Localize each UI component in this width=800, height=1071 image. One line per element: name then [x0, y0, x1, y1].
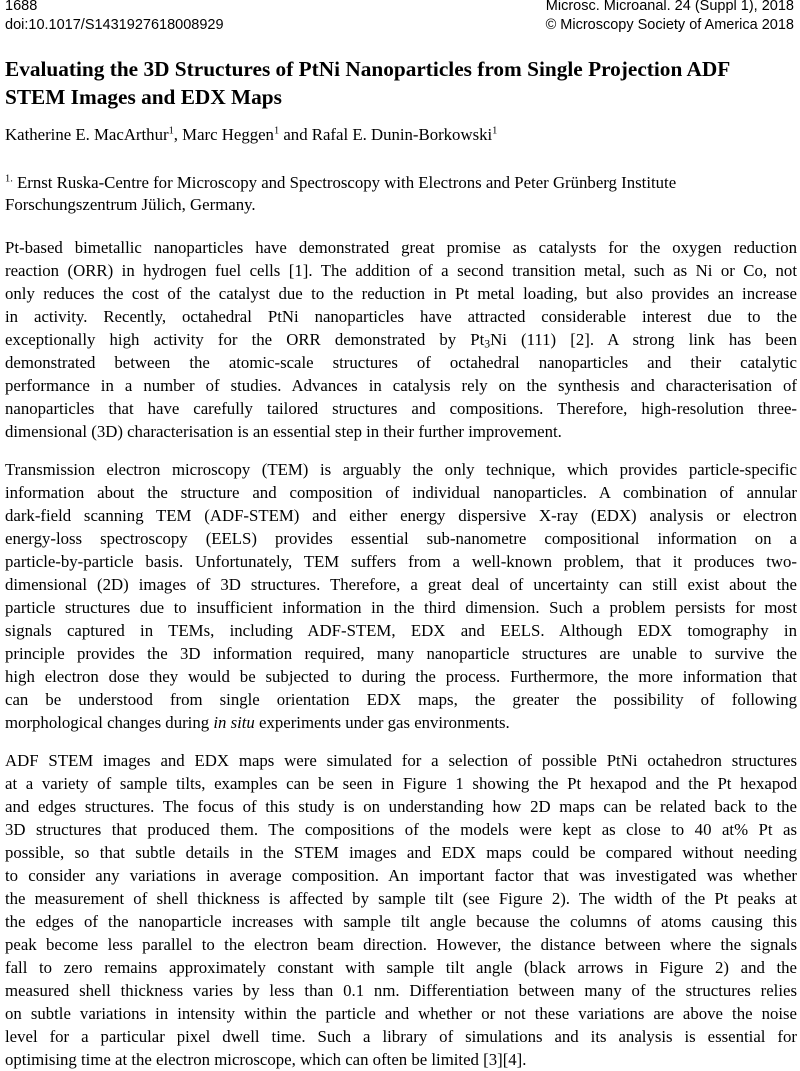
running-header-right [546, 0, 794, 35]
text-line: 3D structures that produced them. The compositions of the models were kept as close to 40 at% Pt as [5, 820, 797, 839]
author-name: Katherine E. MacArthur [5, 125, 169, 144]
italic-term: in situ [213, 713, 255, 732]
affiliation-number: 1. [5, 173, 13, 185]
text-line: particle structures due to insufficient information in the third dimension. Such a problem persists for most [5, 598, 797, 617]
text-line: nanoparticles that have carefully tailored structures and compositions. Therefore, high-resolution three- [5, 399, 797, 418]
text-line: dimensional (3D) characterisation is an essential step in their further improvement. [5, 422, 562, 441]
paragraph-introduction [5, 236, 797, 443]
text-line: only reduces the cost of the catalyst due to the reduction in Pt metal loading, but also provides an increase [5, 284, 797, 303]
affiliation [5, 172, 797, 216]
text-line: fall to zero remains approximately constant with sample tilt angle (black arrows in Figure 2) and the [5, 958, 797, 977]
paper-title [5, 55, 797, 111]
doi[interactable]: doi:10.1017/S1431927618008929 [5, 17, 224, 33]
author-name: Rafal E. Dunin-Borkowski [311, 125, 493, 144]
author-name: Marc Heggen [182, 125, 274, 144]
text-line: optimising time at the electron microscope, which can often be limited [3][4]. [5, 1050, 527, 1069]
text-line: dimensional (2D) images of 3D structures. Therefore, a great deal of uncertainty can still exist about the [5, 575, 797, 594]
text-line: peak become less parallel to the electron beam direction. However, the distance between where the signals [5, 935, 797, 954]
text-line: demonstrated between the atomic-scale structures of octahedral nanoparticles and their catalytic [5, 353, 797, 372]
title-line-2: STEM Images and EDX Maps [5, 85, 282, 109]
affiliation-mark: 1 [168, 125, 174, 137]
text-line: high electron dose they would be subjected to during the process. Furthermore, the more information that [5, 667, 797, 686]
affiliation-line: Forschungszentrum Jülich, Germany. [5, 195, 256, 214]
author-list [5, 124, 497, 146]
text-line: on subtle variations in intensity within the particle and whether or not these variations are above the noise [5, 1004, 797, 1023]
text-line: at a variety of sample tilts, examples can be seen in Figure 1 showing the Pt hexapod and the Pt hexapod [5, 774, 797, 793]
running-header-left [5, 0, 224, 35]
text-line: to consider any variations in average composition. An important factor that was investigated was whether [5, 866, 797, 885]
paragraph-simulations [5, 749, 797, 1071]
author-separator: and [279, 125, 312, 144]
text-line: the measurement of shell thickness is affected by sample tilt (see Figure 2). The width of the Pt peaks at [5, 889, 797, 908]
text-line: the edges of the nanoparticle increases with sample tilt angle because the columns of atoms causing this [5, 912, 797, 931]
page-number: 1688 [5, 0, 38, 14]
text-line: dark-field scanning TEM (ADF-STEM) and either energy dispersive X-ray (EDX) analysis or electron [5, 506, 797, 525]
text-line: exceptionally high activity for the ORR demonstrated by $Pt_3Ni$ (111) [2]. A strong link has been [5, 330, 797, 351]
author-separator: , [173, 125, 183, 144]
title-line-1: Evaluating the 3D Structures of PtNi Nanoparticles from Single Projection ADF [5, 57, 731, 81]
text-line: principle provides the 3D information required, many nanoparticle structures are unable to survive the [5, 644, 797, 663]
text-line: Pt-based bimetallic nanoparticles have demonstrated great promise as catalysts for the oxygen reduction [5, 238, 797, 257]
text-line: level for a particular pixel dwell time. Such a library of simulations and its analysis is essential for [5, 1027, 797, 1046]
affiliation-mark: 1 [492, 125, 498, 137]
text-line: particle-by-particle basis. Unfortunately, TEM suffers from a well-known problem, that it produces two- [5, 552, 797, 571]
text-line: reaction (ORR) in hydrogen fuel cells [1]. The addition of a second transition metal, such as Ni or Co, not [5, 261, 797, 280]
affiliation-line: $^{1.}$ Ernst Ruska-Centre for Microscopy and Spectroscopy with Electrons and Peter Grünberg Institute [5, 173, 677, 192]
copyright-notice: © Microscopy Society of America 2018 [545, 17, 794, 33]
journal-citation: Microsc. Microanal. 24 (Suppl 1), 2018 [545, 0, 794, 14]
text-line: information about the structure and composition of individual nanoparticles. A combination of annular [5, 483, 797, 502]
text-line: performance in a number of studies. Advances in catalysis rely on the synthesis and characterisation of [5, 376, 797, 395]
text-line: Transmission electron microscopy (TEM) is arguably the only technique, which provides particle-specific [5, 460, 797, 479]
paragraph-tem-background [5, 458, 797, 734]
text-line: energy-loss spectroscopy (EELS) provides essential sub-nanometre compositional information on a [5, 529, 797, 548]
text-line: possible, so that subtle details in the STEM images and EDX maps could be compared without needing [5, 843, 797, 862]
text-line: measured shell thickness varies by less than 0.1 nm. Differentiation between many of the structures relies [5, 981, 797, 1000]
text-line: ADF STEM images and EDX maps were simulated for a selection of possible PtNi octahedron structures [5, 751, 797, 770]
affiliation-mark: 1 [273, 125, 280, 137]
subscript: 3 [484, 337, 491, 351]
text-line: signals captured in TEMs, including ADF-STEM, EDX and EELS. Although EDX tomography in [5, 621, 797, 640]
text-line: in activity. Recently, octahedral PtNi nanoparticles have attracted considerable interest due to the [5, 307, 797, 326]
text-line: and edges structures. The focus of this study is on understanding how 2D maps can be related back to the [5, 797, 797, 816]
text-line: morphological changes during in situ experiments under gas environments. [5, 713, 510, 732]
text-line: can be understood from single orientation EDX maps, the greater the possibility of following [5, 690, 797, 709]
